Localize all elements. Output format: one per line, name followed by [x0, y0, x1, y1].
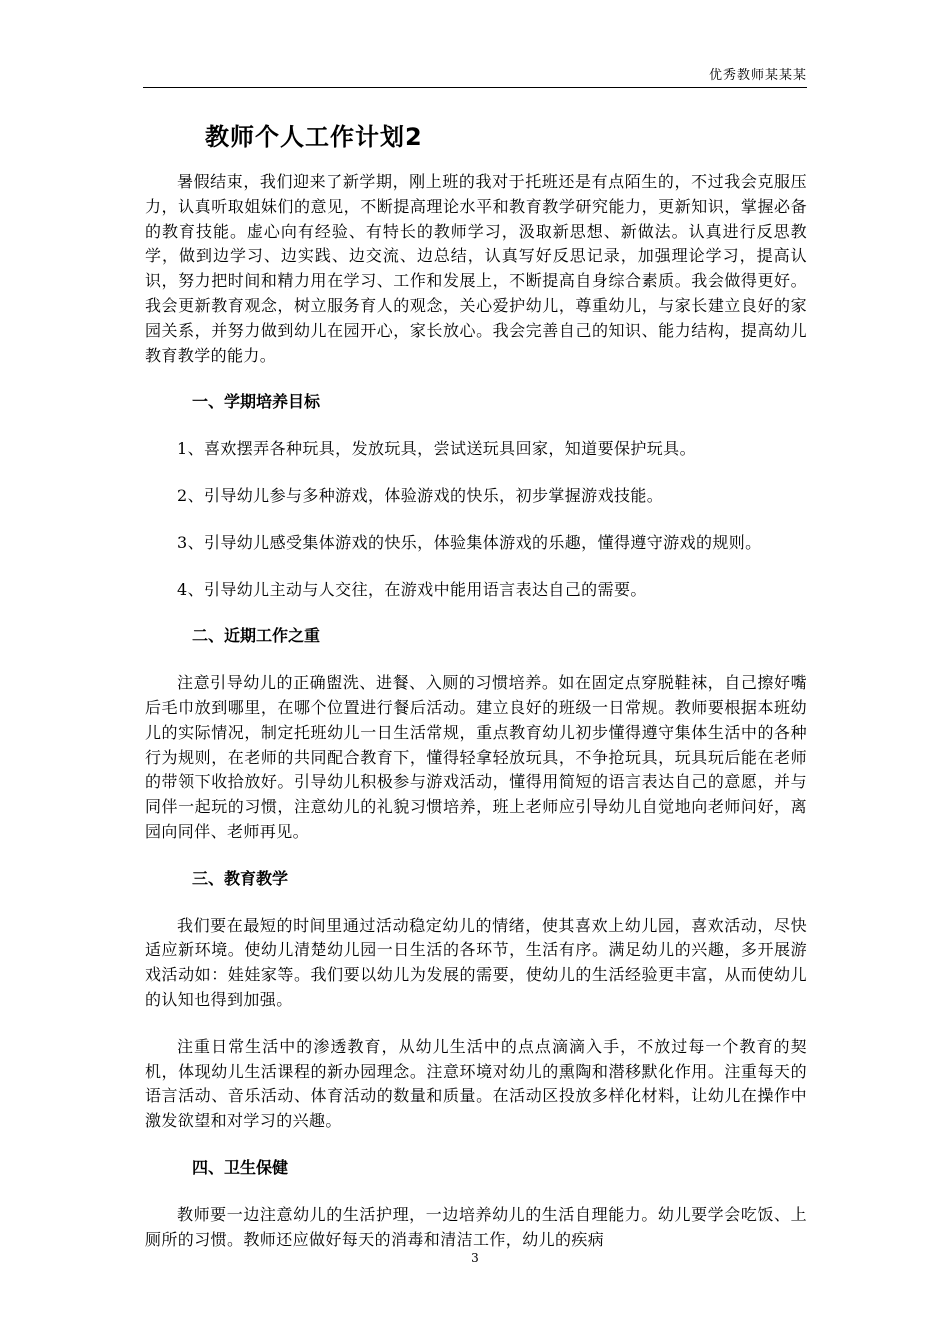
teaching-paragraph: 我们要在最短的时间里通过活动稳定幼儿的情绪，使其喜欢上幼儿园，喜欢活动，尽快适应新环境。使幼儿清楚幼儿园一日生活的各环节，生活有序。满足幼儿的兴趣，多开展游戏活动如：娃娃家等。我们要以幼儿为发展的需要，使幼儿的生活经验更丰富，从而使幼儿的认知也得到加强。: [145, 915, 807, 1009]
page-number: 3: [471, 1251, 479, 1265]
priorities-paragraph: 注意引导幼儿的正确盥洗、进餐、入厕的习惯培养。如在固定点穿脱鞋袜，自己擦好嘴后毛巾放到哪里，在哪个位置进行餐后活动。建立良好的班级一日常规。教师要根据本班幼儿的实际情况，制定托班幼儿一日生活常规，重点教育幼儿初步懂得遵守集体生活中的各种行为规则，在老师的共同配合教育下，懂得轻拿轻放玩具，不争抢玩具，玩具玩后能在老师的带领下收拾放好。引导幼儿积极参与游戏活动，懂得用简短的语言表达自己的意愿，并与同伴一起玩的习惯，注意幼儿的礼貌习惯培养，班上老师应引导幼儿自觉地向老师问好，离园向同伴、老师再见。: [145, 673, 807, 841]
teaching-paragraph: 注重日常生活中的渗透教育，从幼儿生活中的点点滴滴入手，不放过每一个教育的契机，体现幼儿生活课程的新办园理念。注意环境对幼儿的熏陶和潜移默化作用。注重每天的语言活动、音乐活动、体育活动的数量和质量。在活动区投放多样化材料，让幼儿在操作中激发欲望和对学习的兴趣。: [145, 1036, 807, 1131]
section-heading-priorities: 二、近期工作之重: [192, 626, 321, 646]
document-body: [145, 170, 807, 1252]
header-rule: [143, 87, 807, 88]
goal-item: 1、喜欢摆弄各种玩具，发放玩具，尝试送玩具回家，知道要保护玩具。: [177, 439, 696, 459]
goal-item: 4、引导幼儿主动与人交往，在游戏中能用语言表达自己的需要。: [177, 579, 647, 599]
section-heading-teaching: 三、教育教学: [192, 868, 289, 888]
page-header: 优秀教师某某某: [708, 68, 807, 83]
goal-item: 3、引导幼儿感受集体游戏的快乐，体验集体游戏的乐趣，懂得遵守游戏的规则。: [177, 532, 762, 552]
section-heading-goals: 一、学期培养目标: [192, 392, 321, 412]
section-heading-health: 四、卫生保健: [192, 1157, 289, 1177]
health-paragraph: 教师要一边注意幼儿的生活护理，一边培养幼儿的生活自理能力。幼儿要学会吃饭、上厕所的习惯。教师还应做好每天的消毒和清洁工作，幼儿的疾病: [145, 1204, 807, 1249]
intro-paragraph: 暑假结束，我们迎来了新学期，刚上班的我对于托班还是有点陌生的，不过我会克服压力，认真听取姐妹们的意见，不断提高理论水平和教育教学研究能力，更新知识，掌握必备的教育技能。虚心向有经验、有特长的教师学习，汲取新思想、新做法。认真进行反思教学，做到边学习、边实践、边交流、边总结，认真写好反思记录，加强理论学习，提高认识，努力把时间和精力用在学习、工作和发展上，不断提高自身综合素质。我会做得更好。我会更新教育观念，树立服务育人的观念，关心爱护幼儿，尊重幼儿，与家长建立良好的家园关系，并努力做到幼儿在园开心，家长放心。我会完善自己的知识、能力结构，提高幼儿教育教学的能力。: [145, 172, 807, 365]
document-title: 教师个人工作计划2: [205, 123, 423, 151]
goal-item: 2、引导幼儿参与多种游戏，体验游戏的快乐，初步掌握游戏技能。: [177, 485, 664, 505]
